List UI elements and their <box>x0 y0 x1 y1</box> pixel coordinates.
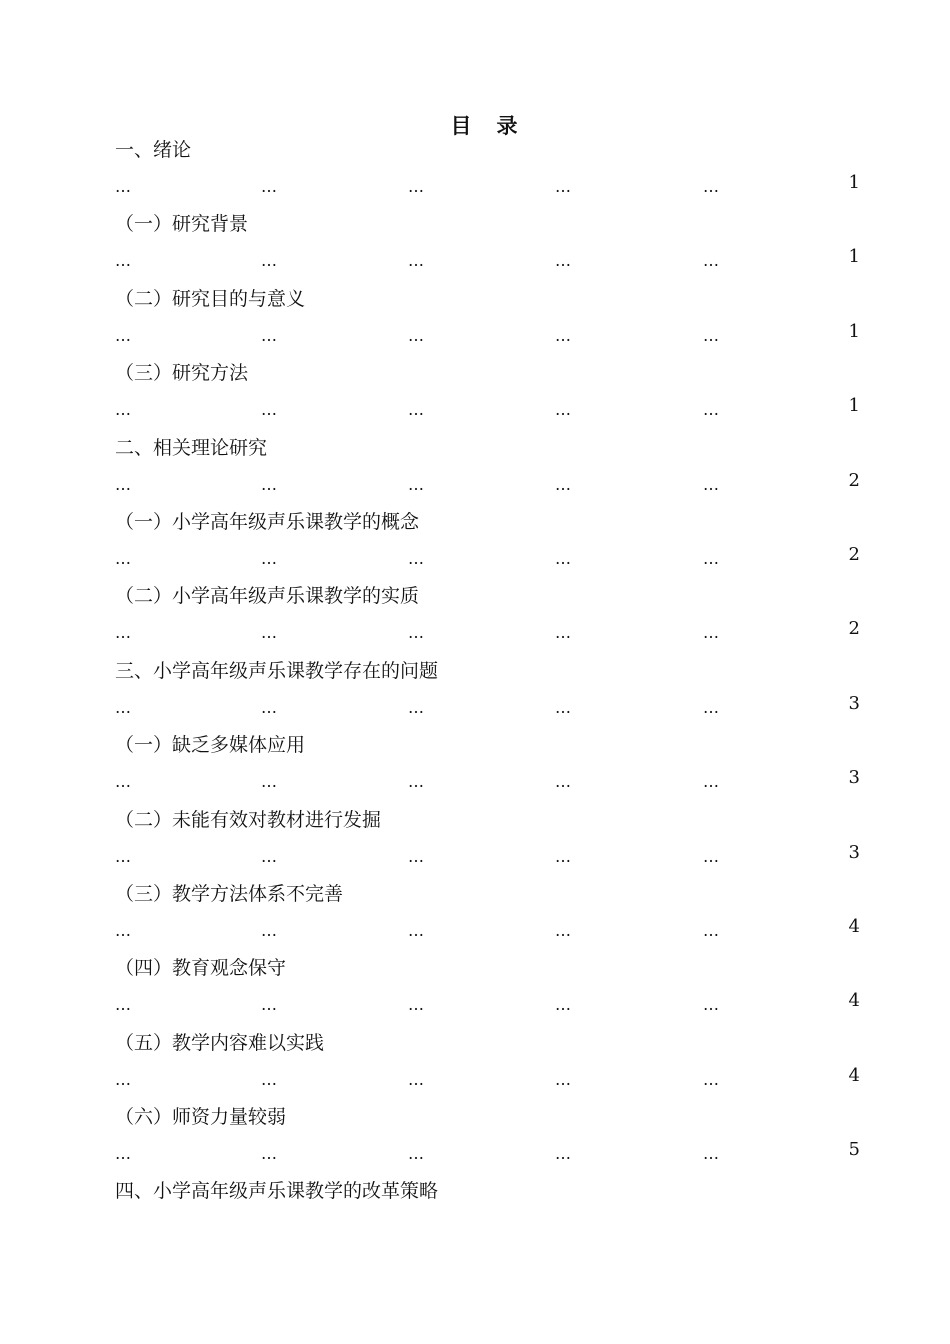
toc-entry[interactable] <box>115 207 860 281</box>
leader-ellipsis: … <box>703 548 719 568</box>
leader-ellipsis: … <box>555 474 571 494</box>
toc-entry-heading-line <box>115 431 860 465</box>
leader-ellipsis: … <box>115 1069 131 1089</box>
leader-ellipsis: … <box>115 400 131 420</box>
toc-entry-leader-line <box>115 1060 860 1100</box>
leader-ellipsis: … <box>261 400 277 420</box>
toc-entry-page-number: 4 <box>848 1064 860 1086</box>
toc-entry-label: （五）教学内容难以实践 <box>115 1031 325 1054</box>
toc-entry-heading-line <box>115 877 860 911</box>
leader-ellipsis: … <box>555 400 571 420</box>
leader-ellipsis: … <box>261 772 277 792</box>
toc-entry-heading-line <box>115 803 860 837</box>
toc-entry[interactable] <box>115 877 860 951</box>
leader-ellipsis: … <box>408 548 424 568</box>
leader-ellipsis: … <box>115 1144 131 1164</box>
toc-entry-label: （二）研究目的与意义 <box>115 287 306 310</box>
toc-entry[interactable] <box>115 951 860 1025</box>
leader-ellipsis: … <box>261 697 277 717</box>
leader-ellipsis: … <box>408 400 424 420</box>
leader-ellipsis: … <box>115 325 131 345</box>
toc-entry[interactable] <box>115 1174 860 1248</box>
toc-entry-label: （四）教育观念保守 <box>115 957 287 980</box>
leader-ellipsis: … <box>261 1069 277 1089</box>
leader-ellipsis: … <box>555 697 571 717</box>
leader-ellipsis: … <box>703 772 719 792</box>
dot-leader <box>115 133 860 167</box>
leader-ellipsis: … <box>703 325 719 345</box>
leader-ellipsis: … <box>261 325 277 345</box>
toc-entry[interactable] <box>115 133 860 207</box>
leader-ellipsis: … <box>408 995 424 1015</box>
leader-ellipsis: … <box>408 920 424 940</box>
toc-entry-heading-line <box>115 951 860 985</box>
toc-entry-heading-line <box>115 207 860 241</box>
toc-entry-leader-line <box>115 613 860 653</box>
toc-entry-label: （一）研究背景 <box>115 213 249 236</box>
toc-entry-page-number: 4 <box>848 915 860 937</box>
toc-entry-label: 一、绪论 <box>115 139 192 161</box>
toc-entry-page-number: 3 <box>848 692 860 714</box>
leader-ellipsis: … <box>703 697 719 717</box>
leader-ellipsis: … <box>261 846 277 866</box>
toc-entry-heading-line <box>115 356 860 390</box>
toc-entry-page-number: 5 <box>848 1139 860 1161</box>
toc-entry-heading-line <box>115 505 860 539</box>
leader-ellipsis: … <box>261 995 277 1015</box>
toc-entry-page-number: 1 <box>848 172 860 193</box>
leader-ellipsis: … <box>261 920 277 940</box>
leader-ellipsis: … <box>261 623 277 643</box>
toc-entry-page-number: 2 <box>848 543 860 565</box>
toc-entry-page-number: 3 <box>848 841 860 863</box>
table-of-contents <box>115 133 860 1249</box>
leader-ellipsis: … <box>703 400 719 420</box>
leader-ellipsis: … <box>408 325 424 345</box>
toc-entry-heading-line <box>115 133 860 167</box>
toc-entry-heading-line <box>115 1026 860 1060</box>
toc-entry-label: 三、小学高年级声乐课教学存在的问题 <box>115 659 439 682</box>
toc-entry[interactable] <box>115 282 860 356</box>
leader-ellipsis: … <box>115 623 131 643</box>
toc-entry[interactable] <box>115 654 860 728</box>
leader-ellipsis: … <box>408 697 424 717</box>
toc-entry-page-number: 1 <box>848 320 860 342</box>
toc-entry[interactable] <box>115 579 860 653</box>
leader-ellipsis: … <box>261 177 277 196</box>
toc-entry-leader-line <box>115 911 860 951</box>
toc-entry-label: （二）小学高年级声乐课教学的实质 <box>115 585 420 608</box>
leader-ellipsis: … <box>408 846 424 866</box>
leader-ellipsis: … <box>115 177 131 196</box>
leader-ellipsis: … <box>555 548 571 568</box>
leader-ellipsis: … <box>703 623 719 643</box>
leader-ellipsis: … <box>261 474 277 494</box>
leader-ellipsis: … <box>703 251 719 271</box>
toc-entry[interactable] <box>115 356 860 430</box>
leader-ellipsis: … <box>408 251 424 271</box>
leader-ellipsis: … <box>408 1069 424 1089</box>
toc-entry[interactable] <box>115 728 860 802</box>
toc-entry-label: （一）小学高年级声乐课教学的概念 <box>115 510 420 533</box>
toc-entry-label: （六）师资力量较弱 <box>115 1106 287 1129</box>
leader-ellipsis: … <box>555 325 571 345</box>
toc-entry-label: （三）研究方法 <box>115 362 249 385</box>
toc-entry-label: 二、相关理论研究 <box>115 436 268 459</box>
toc-entry-leader-line <box>115 241 860 281</box>
toc-entry-page-number: 1 <box>848 395 860 417</box>
leader-ellipsis: … <box>555 623 571 643</box>
toc-entry-leader-line <box>115 167 860 207</box>
leader-ellipsis: … <box>408 772 424 792</box>
leader-ellipsis: … <box>408 177 424 196</box>
toc-title: 目 录 <box>450 113 520 138</box>
toc-entry-page-number: 3 <box>848 767 860 789</box>
toc-entry-page-number: 4 <box>848 990 860 1012</box>
leader-ellipsis: … <box>115 772 131 792</box>
leader-ellipsis: … <box>261 251 277 271</box>
leader-ellipsis: … <box>115 995 131 1015</box>
toc-entry-label: 四、小学高年级声乐课教学的改革策略 <box>115 1180 439 1203</box>
toc-entry-heading-line <box>115 654 860 688</box>
toc-entry-leader-line <box>115 465 860 505</box>
leader-ellipsis: … <box>115 548 131 568</box>
toc-entry-leader-line <box>115 390 860 430</box>
toc-entry-page-number: 1 <box>848 246 860 268</box>
leader-ellipsis: … <box>555 251 571 271</box>
toc-entry[interactable] <box>115 1100 860 1174</box>
leader-ellipsis: … <box>703 846 719 866</box>
leader-ellipsis: … <box>703 177 719 196</box>
leader-ellipsis: … <box>408 623 424 643</box>
leader-ellipsis: … <box>115 697 131 717</box>
toc-entry-heading-line <box>115 282 860 316</box>
leader-ellipsis: … <box>115 474 131 494</box>
leader-ellipsis: … <box>555 1069 571 1089</box>
toc-entry[interactable] <box>115 803 860 877</box>
leader-ellipsis: … <box>703 920 719 940</box>
toc-entry-leader-line <box>115 316 860 356</box>
leader-ellipsis: … <box>555 177 571 196</box>
toc-entry-leader-line <box>115 762 860 802</box>
toc-entry-heading-line <box>115 579 860 613</box>
leader-ellipsis: … <box>703 1069 719 1089</box>
toc-entry-leader-line <box>115 539 860 579</box>
toc-entry-heading-line <box>115 728 860 762</box>
leader-ellipsis: … <box>408 474 424 494</box>
toc-entry[interactable] <box>115 1026 860 1100</box>
leader-ellipsis: … <box>703 995 719 1015</box>
toc-entry-label: （三）教学方法体系不完善 <box>115 882 344 905</box>
toc-entry-leader-line <box>115 1134 860 1174</box>
leader-ellipsis: … <box>115 251 131 271</box>
leader-ellipsis: … <box>555 846 571 866</box>
toc-entry-heading-line <box>115 1100 860 1134</box>
toc-entry-page-number: 2 <box>848 618 860 640</box>
toc-entry-leader-line <box>115 837 860 877</box>
leader-ellipsis: … <box>555 772 571 792</box>
toc-entry-leader-line <box>115 688 860 728</box>
leader-ellipsis: … <box>115 920 131 940</box>
leader-ellipsis: … <box>703 474 719 494</box>
toc-entry[interactable] <box>115 505 860 579</box>
toc-entry-page-number: 2 <box>848 469 860 491</box>
leader-ellipsis: … <box>555 1144 571 1164</box>
leader-ellipsis: … <box>408 1144 424 1164</box>
toc-entry-label: （一）缺乏多媒体应用 <box>115 734 306 757</box>
leader-ellipsis: … <box>115 846 131 866</box>
leader-ellipsis: … <box>555 995 571 1015</box>
leader-ellipsis: … <box>261 1144 277 1164</box>
toc-entry-heading-line <box>115 1174 860 1208</box>
leader-ellipsis: … <box>555 920 571 940</box>
leader-ellipsis: … <box>703 1144 719 1164</box>
toc-entry-label: （二）未能有效对教材进行发掘 <box>115 808 382 831</box>
toc-entry-leader-line <box>115 985 860 1025</box>
toc-entry[interactable] <box>115 431 860 505</box>
leader-ellipsis: … <box>261 548 277 568</box>
